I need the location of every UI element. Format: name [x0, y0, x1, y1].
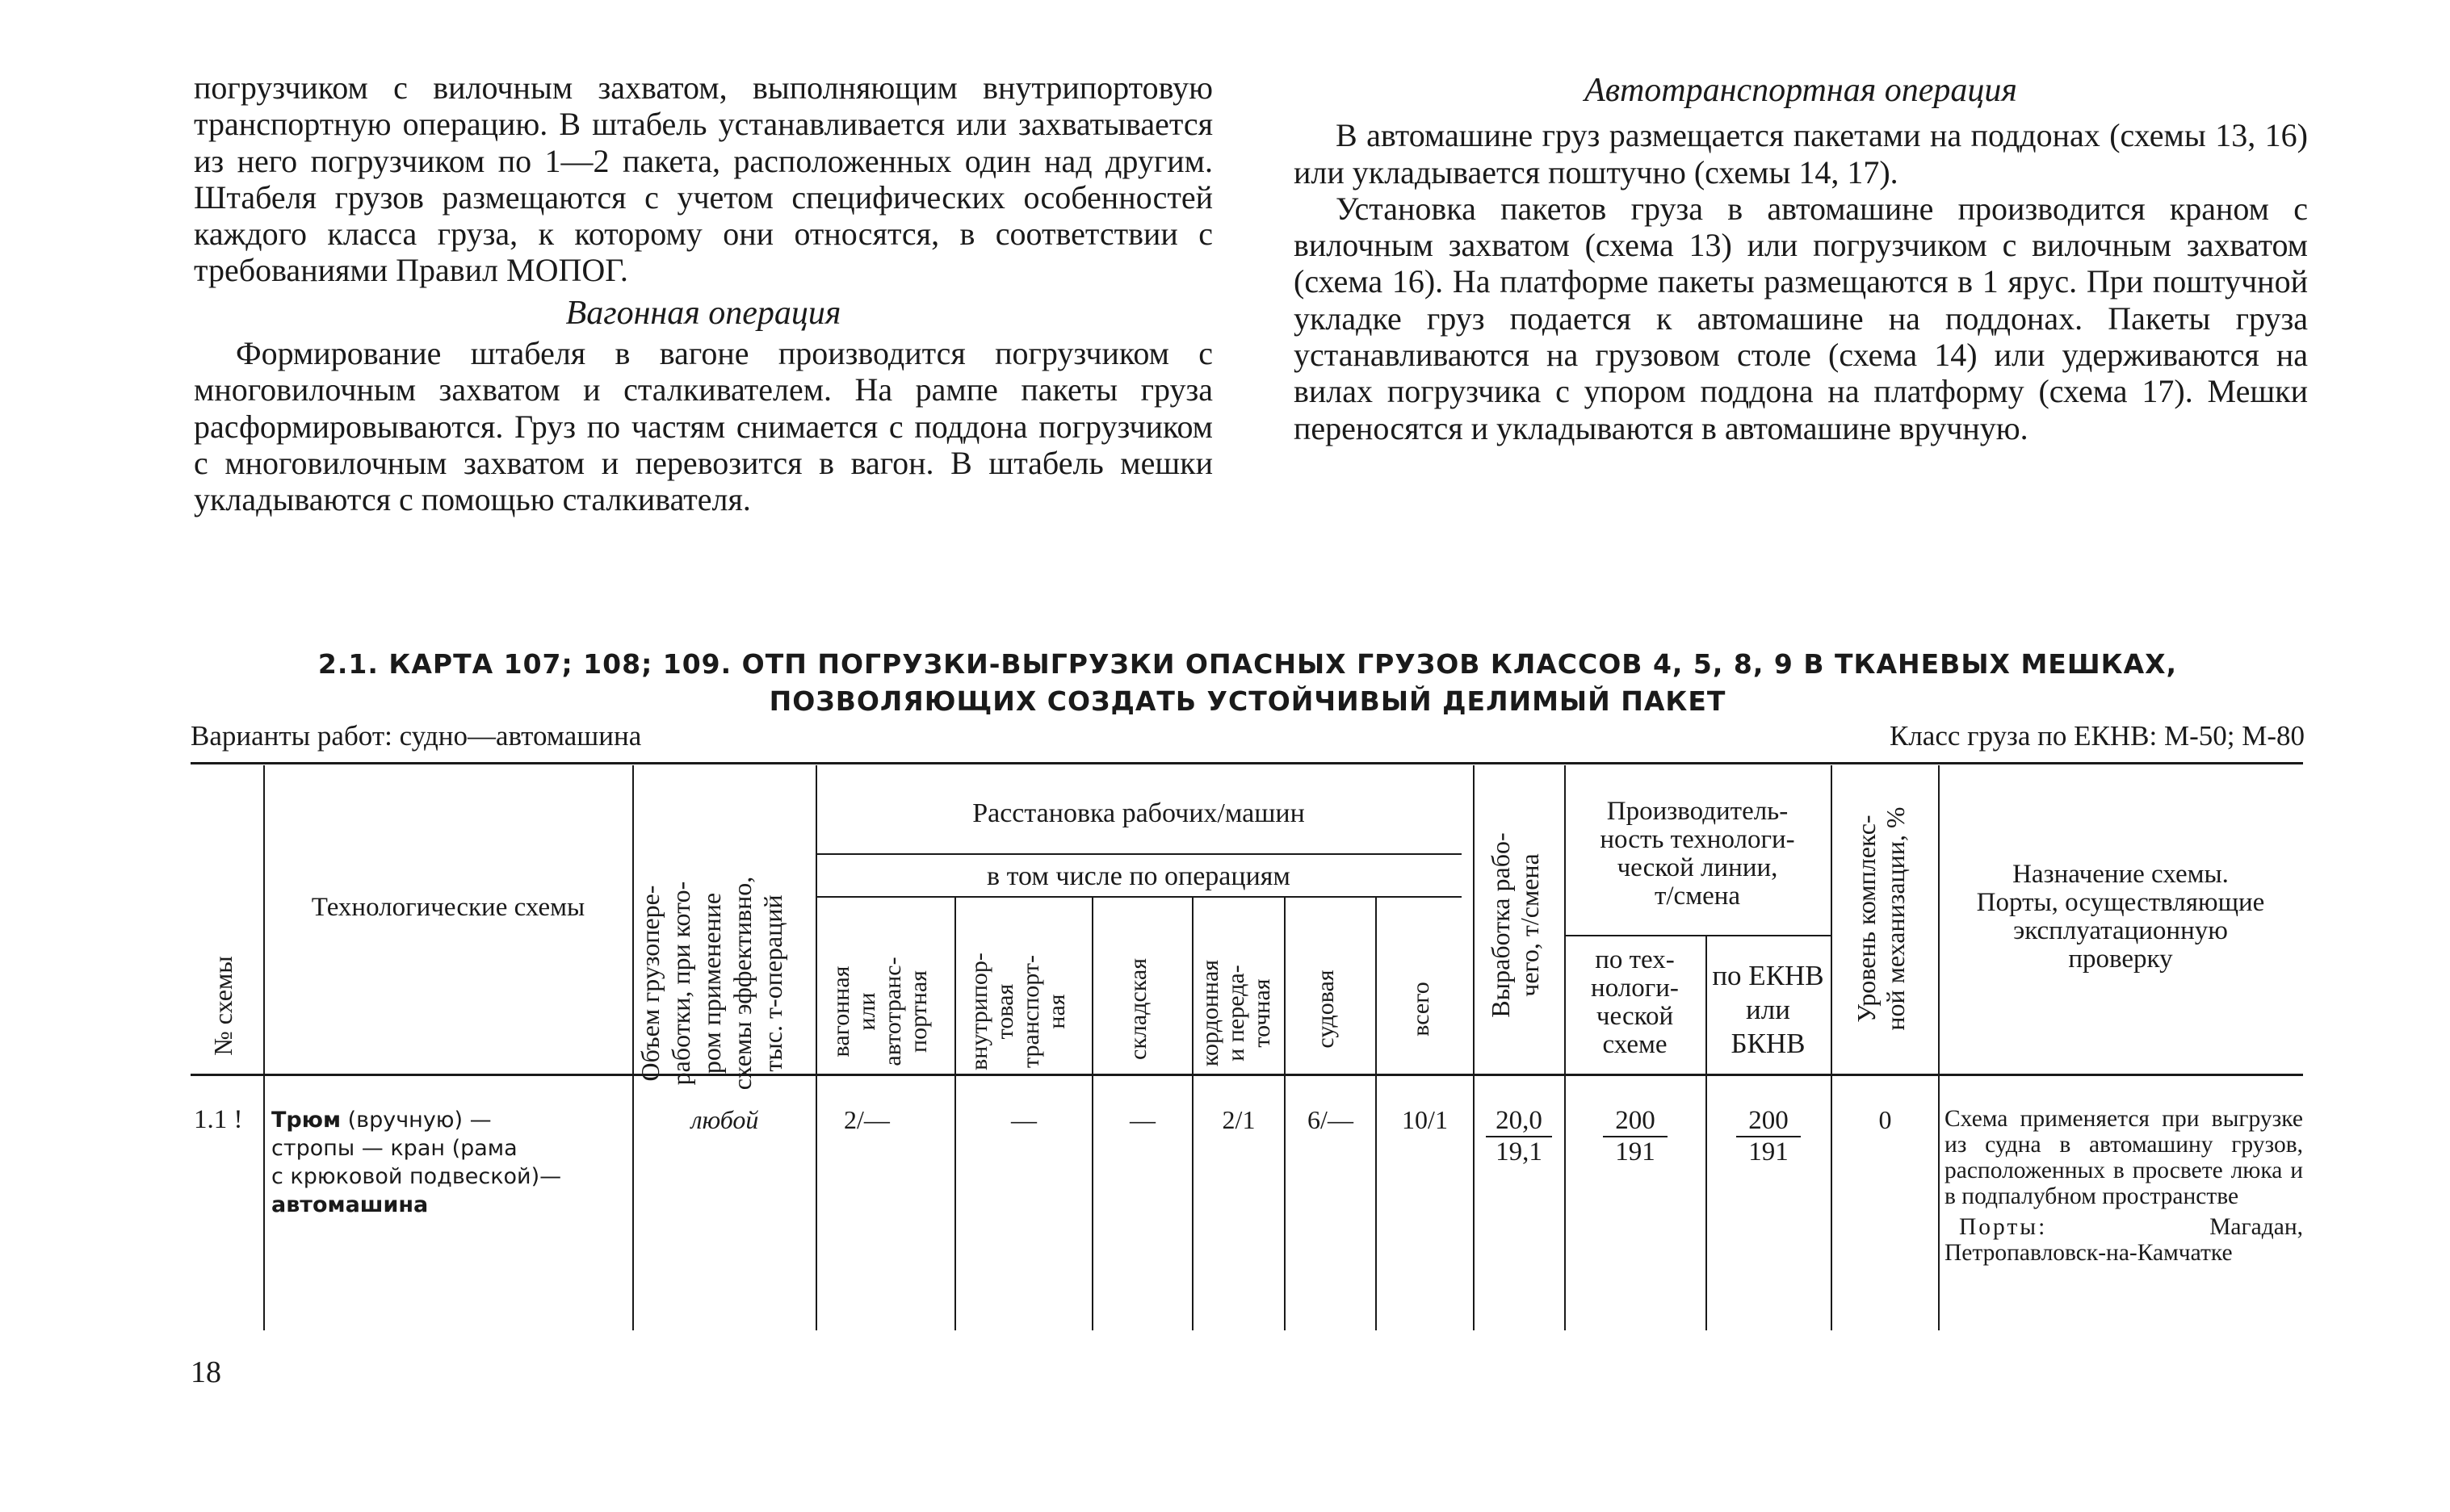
right-paragraph-2: Установка пакетов груза в автомашине производится краном с вилочным захватом (схема 13) или погрузчиком с вилочным захватом (схема 16). На платформе пакеты размещаются в 1 ярус. При поштучной укладке груз подается к автомашине на поддонах. Пакеты груза устанавливаются на грузовом столе (схема 14) или удерживаются на вилах погрузчика с упором поддона на платформу (схема 17). Мешки переносятся и укладываются в автомашине вручную.	[1294, 190, 2308, 446]
row-output: $\frac{20,0}{19,1}$	[1486, 1106, 1552, 1167]
left-column	[194, 69, 1213, 518]
col-divider	[263, 765, 265, 1330]
row-op-warehouse: —	[1130, 1105, 1156, 1134]
auto-operation-heading: Автотранспортная операция	[1584, 72, 2017, 109]
header-productivity: Производитель- ность технологи- ческой линии, т/смена	[1600, 797, 1795, 911]
row-purpose: Схема применяется при выгрузке из судна в автомашину грузов, расположенных в просвете люка и в подпалубном пространстве Порты: Магадан, Петропавловск-на-Камчатке	[1944, 1106, 2303, 1266]
col-divider	[632, 765, 634, 1330]
header-by-operations: в том числе по операциям	[987, 861, 1290, 891]
col-divider	[816, 765, 817, 1330]
row-total: 10/1	[1402, 1105, 1448, 1134]
left-paragraph-2: Формирование штабеля в вагоне производится погрузчиком с многовилочным захватом и сталкивателем. На рампе пакеты груза расформировываются. Груз по частям снимается с поддона погрузчиком с многовилочным захватом и перевозится в вагон. В штабель мешки укладываются с помощью сталкивателя.	[194, 335, 1213, 518]
header-by-tech: по тех- нологи- ческой схеме	[1591, 945, 1679, 1059]
header-output: Выработка рабо- чего, т/смена	[1486, 832, 1544, 1018]
col-divider	[1831, 765, 1832, 1330]
cargo-class: Класс груза по ЕКНВ: М-50; М-80	[1890, 720, 2305, 752]
col-divider	[1473, 765, 1475, 1330]
card-title-line-2: ПОЗВОЛЯЮЩИХ СОЗДАТЬ УСТОЙЧИВЫЙ ДЕЛИМЫЙ ПАКЕТ	[769, 685, 1726, 717]
card-title	[194, 646, 2301, 720]
left-paragraph-1: погрузчиком с вилочным захватом, выполняющим внутрипортовую транспортную операцию. В штабель устанавливается или захватывается из него погрузчиком по 1—2 пакета, расположенных один над другим. Штабеля грузов размещаются с учетом специфических особенностей каждого класса груза, к которому они относятся, в соответствии с требованиями Правил МОПОГ.	[194, 69, 1213, 289]
row-volume: любой	[690, 1105, 759, 1134]
row-tech-scheme: Трюм (вручную) — стропы — кран (рама с крюковой подвеской)— автомашина	[271, 1108, 562, 1217]
header-placement: Расстановка рабочих/машин	[972, 798, 1305, 828]
row-scheme-no: 1.1 !	[194, 1105, 243, 1134]
wagon-operation-heading: Вагонная операция	[565, 294, 841, 332]
header-op-wagon: вагонная или автотранс- портная	[828, 957, 932, 1066]
row-op-cordon: 2/1	[1222, 1105, 1256, 1134]
productivity-sub-rule	[1564, 935, 1831, 936]
row-op-wagon: 2/—	[844, 1105, 890, 1134]
row-op-ship: 6/—	[1307, 1105, 1353, 1134]
header-op-ship: судовая	[1312, 970, 1339, 1049]
header-op-intraport: внутрипор- товая транспорт- ная	[966, 953, 1070, 1070]
header-mech-level: Уровень комплекс- ной механизации, %	[1852, 806, 1910, 1031]
header-op-warehouse: складская	[1125, 958, 1152, 1060]
row-op-intraport: —	[1011, 1105, 1037, 1134]
work-variants: Варианты работ: судно—автомашина	[191, 720, 642, 752]
header-by-eknv: по ЕКНВ или БКНВ	[1712, 960, 1824, 1059]
row-prod-by-tech: $\frac{200}{191}$	[1603, 1106, 1668, 1167]
row-prod-by-eknv: $\frac{200}{191}$	[1736, 1106, 1801, 1167]
col-divider	[1938, 765, 1940, 1330]
header-volume: Объем грузопере- работки, при кото- ром применение схемы эффективно, тыс. т-операций	[636, 876, 787, 1091]
header-op-cordon: кордонная и переда- точная	[1197, 959, 1275, 1067]
right-paragraph-1: В автомашине груз размещается пакетами на поддонах (схемы 13, 16) или укладывается поштучно (схемы 14, 17).	[1294, 117, 2308, 191]
card-title-line-1: 2.1. КАРТА 107; 108; 109. ОТП ПОГРУЗКИ-ВЫГРУЗКИ ОПАСНЫХ ГРУЗОВ КЛАССОВ 4, 5, 8, 9 В ТКАНЕВЫХ МЕШКАХ,	[317, 648, 2178, 680]
row-mech-level: 0	[1878, 1105, 1892, 1134]
header-scheme-no: № схемы	[208, 956, 237, 1056]
header-purpose: Назначение схемы. Порты, осуществляющие эксплуатационную проверку	[1976, 860, 2265, 974]
page-number: 18	[191, 1355, 221, 1389]
table-top-rule	[191, 762, 2303, 764]
header-tech-schemes: Технологические схемы	[311, 893, 585, 922]
right-column	[1294, 73, 2308, 446]
header-total: всего	[1407, 982, 1434, 1037]
placement-sub-rule	[816, 853, 1462, 855]
